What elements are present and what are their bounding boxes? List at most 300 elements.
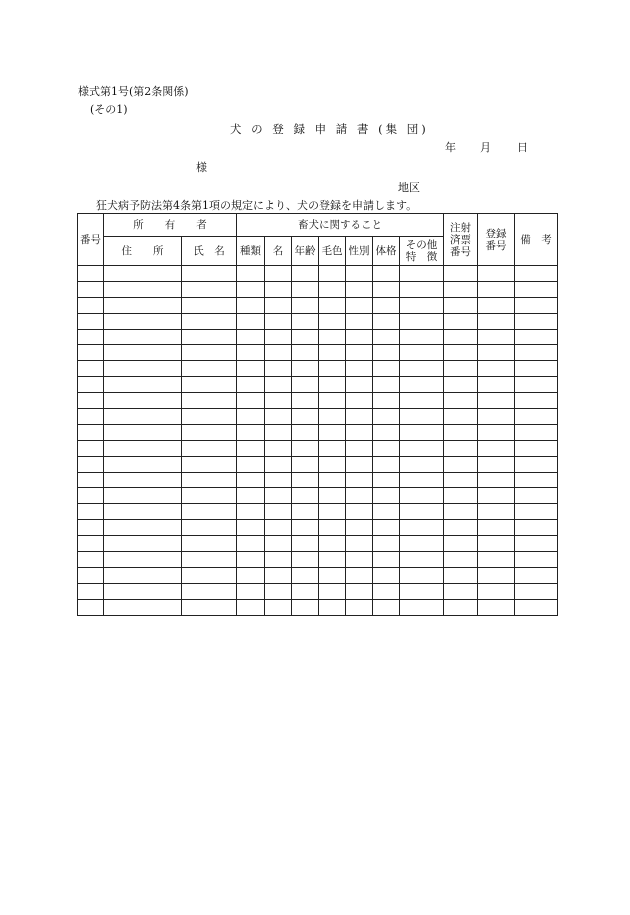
table-row	[78, 456, 558, 472]
table-cell[interactable]	[78, 440, 104, 456]
table-cell[interactable]	[182, 504, 237, 520]
table-cell[interactable]	[237, 393, 265, 409]
table-cell[interactable]	[515, 583, 558, 599]
table-cell[interactable]	[104, 409, 182, 425]
other-line2: 特 徴	[405, 251, 438, 263]
table-cell[interactable]	[292, 472, 319, 488]
table-cell[interactable]	[104, 599, 182, 615]
table-cell[interactable]	[515, 599, 558, 615]
table-cell[interactable]	[373, 424, 400, 440]
table-cell[interactable]	[237, 536, 265, 552]
table-cell[interactable]	[444, 266, 478, 282]
table-cell[interactable]	[400, 424, 444, 440]
table-cell[interactable]	[400, 329, 444, 345]
table-cell[interactable]	[292, 297, 319, 313]
table-cell[interactable]	[346, 504, 373, 520]
table-cell[interactable]	[237, 281, 265, 297]
table-cell[interactable]	[373, 377, 400, 393]
table-cell[interactable]	[292, 583, 319, 599]
table-cell[interactable]	[182, 266, 237, 282]
table-cell[interactable]	[515, 440, 558, 456]
table-cell[interactable]	[292, 440, 319, 456]
table-cell[interactable]	[400, 583, 444, 599]
district-label: 地区	[398, 181, 420, 194]
table-cell[interactable]	[104, 536, 182, 552]
table-cell[interactable]	[292, 536, 319, 552]
table-cell[interactable]	[373, 536, 400, 552]
table-cell[interactable]	[444, 567, 478, 583]
table-cell[interactable]	[400, 345, 444, 361]
table-cell[interactable]	[237, 599, 265, 615]
table-cell[interactable]	[444, 345, 478, 361]
table-cell[interactable]	[444, 440, 478, 456]
table-cell[interactable]	[373, 409, 400, 425]
table-cell[interactable]	[400, 488, 444, 504]
table-cell[interactable]	[478, 424, 515, 440]
table-cell[interactable]	[400, 520, 444, 536]
table-cell[interactable]	[478, 266, 515, 282]
table-cell[interactable]	[444, 329, 478, 345]
table-cell[interactable]	[478, 583, 515, 599]
table-cell[interactable]	[373, 504, 400, 520]
table-cell[interactable]	[78, 456, 104, 472]
table-cell[interactable]	[78, 488, 104, 504]
table-cell[interactable]	[292, 281, 319, 297]
table-cell[interactable]	[373, 456, 400, 472]
table-cell[interactable]	[265, 393, 292, 409]
table-cell[interactable]	[265, 424, 292, 440]
table-cell[interactable]	[444, 424, 478, 440]
table-cell[interactable]	[478, 504, 515, 520]
table-cell[interactable]	[478, 409, 515, 425]
table-cell[interactable]	[346, 520, 373, 536]
table-cell[interactable]	[78, 599, 104, 615]
table-cell[interactable]	[292, 393, 319, 409]
table-cell[interactable]	[319, 567, 346, 583]
table-cell[interactable]	[373, 520, 400, 536]
table-cell[interactable]	[78, 361, 104, 377]
table-cell[interactable]	[78, 281, 104, 297]
table-cell[interactable]	[237, 313, 265, 329]
table-cell[interactable]	[319, 520, 346, 536]
table-cell[interactable]	[515, 281, 558, 297]
table-cell[interactable]	[182, 583, 237, 599]
table-cell[interactable]	[478, 520, 515, 536]
table-cell[interactable]	[515, 552, 558, 568]
table-cell[interactable]	[265, 552, 292, 568]
date-year: 年	[445, 141, 456, 154]
table-cell[interactable]	[78, 504, 104, 520]
table-cell[interactable]	[104, 567, 182, 583]
table-cell[interactable]	[373, 361, 400, 377]
table-cell[interactable]	[265, 520, 292, 536]
table-cell[interactable]	[346, 409, 373, 425]
table-cell[interactable]	[265, 472, 292, 488]
table-cell[interactable]	[237, 520, 265, 536]
table-cell[interactable]	[292, 329, 319, 345]
table-cell[interactable]	[319, 424, 346, 440]
table-cell[interactable]	[346, 329, 373, 345]
table-cell[interactable]	[400, 297, 444, 313]
table-cell[interactable]	[444, 536, 478, 552]
table-cell[interactable]	[237, 329, 265, 345]
table-cell[interactable]	[104, 488, 182, 504]
table-cell[interactable]	[346, 552, 373, 568]
table-cell[interactable]	[182, 456, 237, 472]
table-cell[interactable]	[319, 361, 346, 377]
table-cell[interactable]	[515, 488, 558, 504]
table-cell[interactable]	[292, 345, 319, 361]
table-cell[interactable]	[346, 281, 373, 297]
table-cell[interactable]	[346, 456, 373, 472]
table-cell[interactable]	[292, 409, 319, 425]
table-cell[interactable]	[515, 393, 558, 409]
table-cell[interactable]	[478, 297, 515, 313]
table-cell[interactable]	[373, 552, 400, 568]
table-cell[interactable]	[400, 281, 444, 297]
table-cell[interactable]	[515, 409, 558, 425]
injection-line3: 番号	[450, 245, 472, 258]
table-cell[interactable]	[104, 377, 182, 393]
table-cell[interactable]	[237, 552, 265, 568]
table-cell[interactable]	[104, 329, 182, 345]
table-cell[interactable]	[182, 377, 237, 393]
table-cell[interactable]	[515, 456, 558, 472]
table-cell[interactable]	[478, 567, 515, 583]
table-cell[interactable]	[444, 520, 478, 536]
table-cell[interactable]	[319, 266, 346, 282]
table-cell[interactable]	[319, 297, 346, 313]
table-cell[interactable]	[265, 345, 292, 361]
table-cell[interactable]	[182, 567, 237, 583]
table-cell[interactable]	[265, 599, 292, 615]
table-cell[interactable]	[515, 297, 558, 313]
table-cell[interactable]	[78, 520, 104, 536]
table-cell[interactable]	[478, 599, 515, 615]
table-cell[interactable]	[182, 409, 237, 425]
table-cell[interactable]	[515, 361, 558, 377]
table-cell[interactable]	[478, 488, 515, 504]
table-cell[interactable]	[78, 472, 104, 488]
table-cell[interactable]	[104, 313, 182, 329]
table-cell[interactable]	[515, 345, 558, 361]
table-cell[interactable]	[292, 266, 319, 282]
table-cell[interactable]	[400, 313, 444, 329]
table-cell[interactable]	[182, 488, 237, 504]
table-cell[interactable]	[515, 313, 558, 329]
table-cell[interactable]	[182, 536, 237, 552]
table-cell[interactable]	[104, 424, 182, 440]
table-cell[interactable]	[400, 504, 444, 520]
table-cell[interactable]	[182, 345, 237, 361]
table-cell[interactable]	[444, 393, 478, 409]
table-cell[interactable]	[515, 424, 558, 440]
table-cell[interactable]	[265, 361, 292, 377]
table-cell[interactable]	[515, 377, 558, 393]
table-cell[interactable]	[478, 472, 515, 488]
table-cell[interactable]	[292, 424, 319, 440]
table-cell[interactable]	[104, 361, 182, 377]
table-cell[interactable]	[237, 424, 265, 440]
table-cell[interactable]	[444, 377, 478, 393]
table-cell[interactable]	[319, 345, 346, 361]
table-cell[interactable]	[373, 488, 400, 504]
table-cell[interactable]	[78, 583, 104, 599]
table-cell[interactable]	[400, 472, 444, 488]
table-cell[interactable]	[346, 345, 373, 361]
table-cell[interactable]	[400, 552, 444, 568]
table-cell[interactable]	[346, 377, 373, 393]
table-cell[interactable]	[237, 361, 265, 377]
table-cell[interactable]	[400, 266, 444, 282]
table-cell[interactable]	[478, 536, 515, 552]
table-row	[78, 472, 558, 488]
table-cell[interactable]	[400, 361, 444, 377]
table-cell[interactable]	[400, 393, 444, 409]
table-cell[interactable]	[319, 329, 346, 345]
table-cell[interactable]	[104, 297, 182, 313]
table-cell[interactable]	[373, 583, 400, 599]
table-cell[interactable]	[182, 424, 237, 440]
header-breed: 種類	[237, 237, 265, 266]
table-cell[interactable]	[265, 297, 292, 313]
table-cell[interactable]	[237, 409, 265, 425]
table-cell[interactable]	[444, 552, 478, 568]
table-cell[interactable]	[478, 377, 515, 393]
table-cell[interactable]	[265, 440, 292, 456]
table-cell[interactable]	[265, 504, 292, 520]
table-cell[interactable]	[182, 393, 237, 409]
table-cell[interactable]	[78, 329, 104, 345]
table-cell[interactable]	[346, 536, 373, 552]
table-cell[interactable]	[478, 313, 515, 329]
table-cell[interactable]	[237, 567, 265, 583]
table-cell[interactable]	[78, 552, 104, 568]
other-line1: その他	[405, 239, 438, 251]
table-cell[interactable]	[78, 377, 104, 393]
table-cell[interactable]	[292, 599, 319, 615]
table-cell[interactable]	[515, 266, 558, 282]
table-cell[interactable]	[319, 599, 346, 615]
table-cell[interactable]	[292, 361, 319, 377]
table-cell[interactable]	[515, 504, 558, 520]
table-cell[interactable]	[444, 297, 478, 313]
table-cell[interactable]	[104, 504, 182, 520]
table-cell[interactable]	[319, 488, 346, 504]
table-cell[interactable]	[346, 361, 373, 377]
table-cell[interactable]	[319, 552, 346, 568]
table-cell[interactable]	[346, 472, 373, 488]
table-cell[interactable]	[78, 266, 104, 282]
table-cell[interactable]	[319, 440, 346, 456]
table-cell[interactable]	[444, 409, 478, 425]
table-cell[interactable]	[182, 297, 237, 313]
table-cell[interactable]	[182, 361, 237, 377]
table-cell[interactable]	[182, 440, 237, 456]
table-cell[interactable]	[292, 520, 319, 536]
table-cell[interactable]	[104, 266, 182, 282]
table-cell[interactable]	[444, 504, 478, 520]
table-cell[interactable]	[515, 472, 558, 488]
table-cell[interactable]	[265, 567, 292, 583]
table-cell[interactable]	[346, 266, 373, 282]
table-cell[interactable]	[182, 520, 237, 536]
table-cell[interactable]	[346, 424, 373, 440]
table-cell[interactable]	[182, 313, 237, 329]
table-cell[interactable]	[373, 329, 400, 345]
table-cell[interactable]	[400, 377, 444, 393]
table-cell[interactable]	[319, 377, 346, 393]
table-cell[interactable]	[78, 536, 104, 552]
table-cell[interactable]	[319, 281, 346, 297]
table-row	[78, 424, 558, 440]
table-cell[interactable]	[265, 456, 292, 472]
table-cell[interactable]	[237, 583, 265, 599]
table-cell[interactable]	[104, 472, 182, 488]
table-cell[interactable]	[373, 281, 400, 297]
table-cell[interactable]	[478, 345, 515, 361]
table-cell[interactable]	[104, 440, 182, 456]
table-cell[interactable]	[346, 393, 373, 409]
table-cell[interactable]	[104, 345, 182, 361]
table-cell[interactable]	[104, 393, 182, 409]
table-cell[interactable]	[237, 472, 265, 488]
table-cell[interactable]	[78, 313, 104, 329]
table-cell[interactable]	[373, 345, 400, 361]
table-cell[interactable]	[373, 313, 400, 329]
table-row	[78, 440, 558, 456]
table-cell[interactable]	[265, 488, 292, 504]
header-owner: 所 有 者	[104, 214, 237, 237]
table-cell[interactable]	[237, 440, 265, 456]
table-cell[interactable]	[78, 297, 104, 313]
table-cell[interactable]	[237, 297, 265, 313]
table-cell[interactable]	[478, 552, 515, 568]
table-cell[interactable]	[478, 440, 515, 456]
table-cell[interactable]	[444, 361, 478, 377]
table-cell[interactable]	[515, 329, 558, 345]
table-cell[interactable]	[400, 409, 444, 425]
table-cell[interactable]	[444, 456, 478, 472]
table-cell[interactable]	[319, 504, 346, 520]
table-cell[interactable]	[373, 266, 400, 282]
table-cell[interactable]	[478, 361, 515, 377]
table-cell[interactable]	[182, 599, 237, 615]
table-cell[interactable]	[182, 472, 237, 488]
table-cell[interactable]	[104, 281, 182, 297]
table-cell[interactable]	[292, 504, 319, 520]
table-cell[interactable]	[373, 472, 400, 488]
table-cell[interactable]	[319, 393, 346, 409]
table-cell[interactable]	[265, 409, 292, 425]
table-cell[interactable]	[182, 552, 237, 568]
table-cell[interactable]	[265, 329, 292, 345]
table-cell[interactable]	[319, 536, 346, 552]
table-cell[interactable]	[478, 393, 515, 409]
table-cell[interactable]	[373, 393, 400, 409]
table-cell[interactable]	[78, 409, 104, 425]
table-cell[interactable]	[346, 488, 373, 504]
table-cell[interactable]	[319, 456, 346, 472]
injection-line1: 注射	[450, 221, 472, 234]
table-cell[interactable]	[444, 313, 478, 329]
table-cell[interactable]	[373, 440, 400, 456]
table-cell[interactable]	[346, 567, 373, 583]
table-cell[interactable]	[237, 456, 265, 472]
table-cell[interactable]	[400, 599, 444, 615]
table-cell[interactable]	[444, 488, 478, 504]
table-cell[interactable]	[78, 393, 104, 409]
table-cell[interactable]	[346, 297, 373, 313]
table-cell[interactable]	[478, 329, 515, 345]
table-cell[interactable]	[265, 583, 292, 599]
table-cell[interactable]	[182, 281, 237, 297]
table-cell[interactable]	[265, 536, 292, 552]
table-cell[interactable]	[346, 599, 373, 615]
table-cell[interactable]	[265, 266, 292, 282]
table-cell[interactable]	[104, 583, 182, 599]
table-cell[interactable]	[182, 329, 237, 345]
table-cell[interactable]	[515, 536, 558, 552]
table-cell[interactable]	[237, 266, 265, 282]
table-cell[interactable]	[292, 377, 319, 393]
table-cell[interactable]	[478, 281, 515, 297]
table-cell[interactable]	[78, 567, 104, 583]
table-cell[interactable]	[515, 520, 558, 536]
table-cell[interactable]	[444, 281, 478, 297]
table-row	[78, 266, 558, 282]
table-cell[interactable]	[373, 567, 400, 583]
table-cell[interactable]	[237, 345, 265, 361]
table-cell[interactable]	[444, 472, 478, 488]
table-cell[interactable]	[373, 297, 400, 313]
table-cell[interactable]	[319, 472, 346, 488]
table-cell[interactable]	[237, 488, 265, 504]
table-cell[interactable]	[478, 456, 515, 472]
table-cell[interactable]	[346, 313, 373, 329]
table-cell[interactable]	[78, 424, 104, 440]
table-cell[interactable]	[346, 583, 373, 599]
table-cell[interactable]	[319, 313, 346, 329]
table-cell[interactable]	[515, 567, 558, 583]
table-cell[interactable]	[319, 409, 346, 425]
table-cell[interactable]	[78, 345, 104, 361]
table-cell[interactable]	[400, 456, 444, 472]
table-cell[interactable]	[265, 281, 292, 297]
table-cell[interactable]	[292, 456, 319, 472]
table-cell[interactable]	[292, 313, 319, 329]
table-cell[interactable]	[265, 377, 292, 393]
header-remarks: 備 考	[515, 214, 558, 266]
table-cell[interactable]	[400, 536, 444, 552]
table-cell[interactable]	[292, 488, 319, 504]
table-cell[interactable]	[104, 456, 182, 472]
table-cell[interactable]	[400, 440, 444, 456]
table-cell[interactable]	[373, 599, 400, 615]
table-cell[interactable]	[237, 504, 265, 520]
table-cell[interactable]	[346, 440, 373, 456]
table-cell[interactable]	[444, 599, 478, 615]
table-cell[interactable]	[319, 583, 346, 599]
table-cell[interactable]	[400, 567, 444, 583]
table-cell[interactable]	[292, 567, 319, 583]
table-cell[interactable]	[444, 583, 478, 599]
table-cell[interactable]	[104, 520, 182, 536]
table-cell[interactable]	[265, 313, 292, 329]
table-cell[interactable]	[237, 377, 265, 393]
table-cell[interactable]	[104, 552, 182, 568]
table-cell[interactable]	[292, 552, 319, 568]
